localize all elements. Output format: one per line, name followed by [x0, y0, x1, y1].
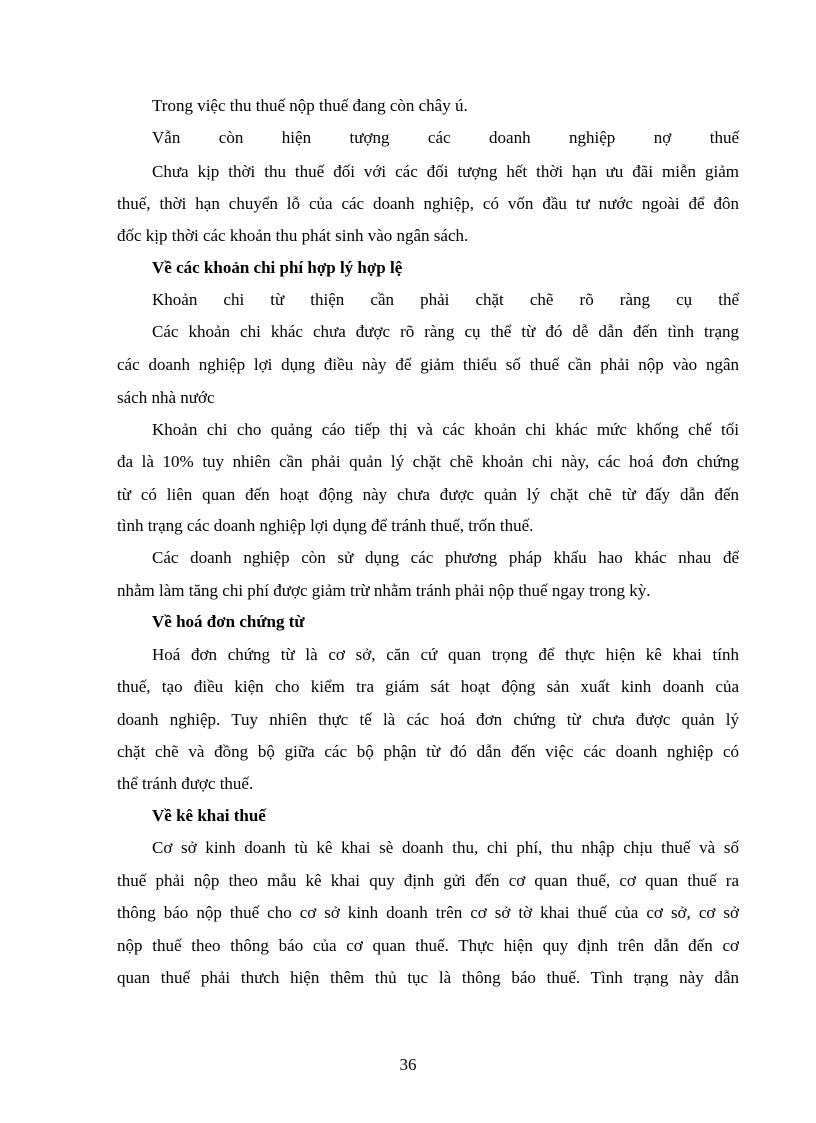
- text-line: thuế phải nộp theo mẫu kê khai quy định gửi đến cơ quan thuế, cơ quan thuế ra: [117, 871, 739, 890]
- text-line: đốc kịp thời các khoản thu phát sinh vào ngân sách.: [117, 226, 469, 245]
- section-heading: Về hoá đơn chứng từ: [152, 612, 305, 631]
- text-line: Khoản chi cho quảng cáo tiếp thị và các khoản chi khác mức khống chế tối: [152, 420, 739, 439]
- text-line: chặt chẽ và đồng bộ giữa các bộ phận từ đó dẫn đến việc các doanh nghiệp có: [117, 742, 739, 761]
- text-line: thuế, tạo điều kiện cho kiểm tra giám sát hoạt động sản xuất kinh doanh của: [117, 677, 739, 696]
- text-line: Hoá đơn chứng từ là cơ sở, căn cứ quan trọng để thực hiện kê khai tính: [152, 645, 739, 664]
- section-heading: Về kê khai thuế: [152, 806, 266, 825]
- text-line: Cơ sở kinh doanh tù kê khai sè doanh thu, chi phí, thu nhập chịu thuế và số: [152, 838, 739, 857]
- text-line: từ có liên quan đến hoạt động này chưa được quản lý chặt chẽ từ đấy dẫn đến: [117, 485, 739, 504]
- page-number: 36: [399, 1055, 417, 1074]
- text-line: đa là 10% tuy nhiên cần phải quản lý chặt chẽ khoản chi này, các hoá đơn chứng: [117, 452, 739, 471]
- text-line: Vẫn còn hiện tượng các doanh nghiệp nợ thuế: [152, 128, 739, 147]
- text-line: nhằm làm tăng chi phí được giảm trừ nhằm tránh phải nộp thuế ngay trong kỳ.: [117, 581, 651, 600]
- text-line: thuế, thời hạn chuyển lỗ của các doanh nghiệp, có vốn đầu tư nước ngoài để đôn: [117, 194, 739, 213]
- text-line: Các doanh nghiệp còn sử dụng các phương pháp khấu hao khác nhau để: [152, 548, 739, 567]
- text-line: Trong việc thu thuế nộp thuế đang còn chây ú.: [152, 96, 468, 115]
- text-line: quan thuế phải thưch hiện thêm thủ tục là thông báo thuế. Tình trạng này dẫn: [117, 968, 739, 987]
- text-line: Khoản chi từ thiện cần phải chặt chẽ rõ ràng cụ thể: [152, 290, 739, 309]
- text-line: các doanh nghiệp lợi dụng điều này để giảm thiểu số thuế cần phải nộp vào ngân: [117, 355, 739, 374]
- text-line: doanh nghiệp. Tuy nhiên thực tế là các hoá đơn chứng từ chưa được quản lý: [117, 710, 739, 729]
- text-line: tình trạng các doanh nghiệp lợi dụng để tránh thuế, trốn thuế.: [117, 516, 534, 535]
- text-line: Chưa kịp thời thu thuế đối với các đối tượng hết thời hạn ưu đãi miễn giảm: [152, 162, 739, 181]
- text-line: thể tránh được thuế.: [117, 774, 254, 793]
- section-heading: Về các khoản chi phí hợp lý hợp lệ: [152, 258, 403, 277]
- text-line: sách nhà nước: [117, 388, 215, 407]
- text-line: Các khoản chi khác chưa được rõ ràng cụ thể từ đó dễ dẫn đến tình trạng: [152, 322, 739, 341]
- text-line: thông báo nộp thuế cho cơ sở kinh doanh trên cơ sở tờ khai thuế của cơ sở, cơ sở: [117, 903, 739, 922]
- text-line: nộp thuế theo thông báo của cơ quan thuế. Thực hiện quy định trên dẫn đến cơ: [117, 936, 739, 955]
